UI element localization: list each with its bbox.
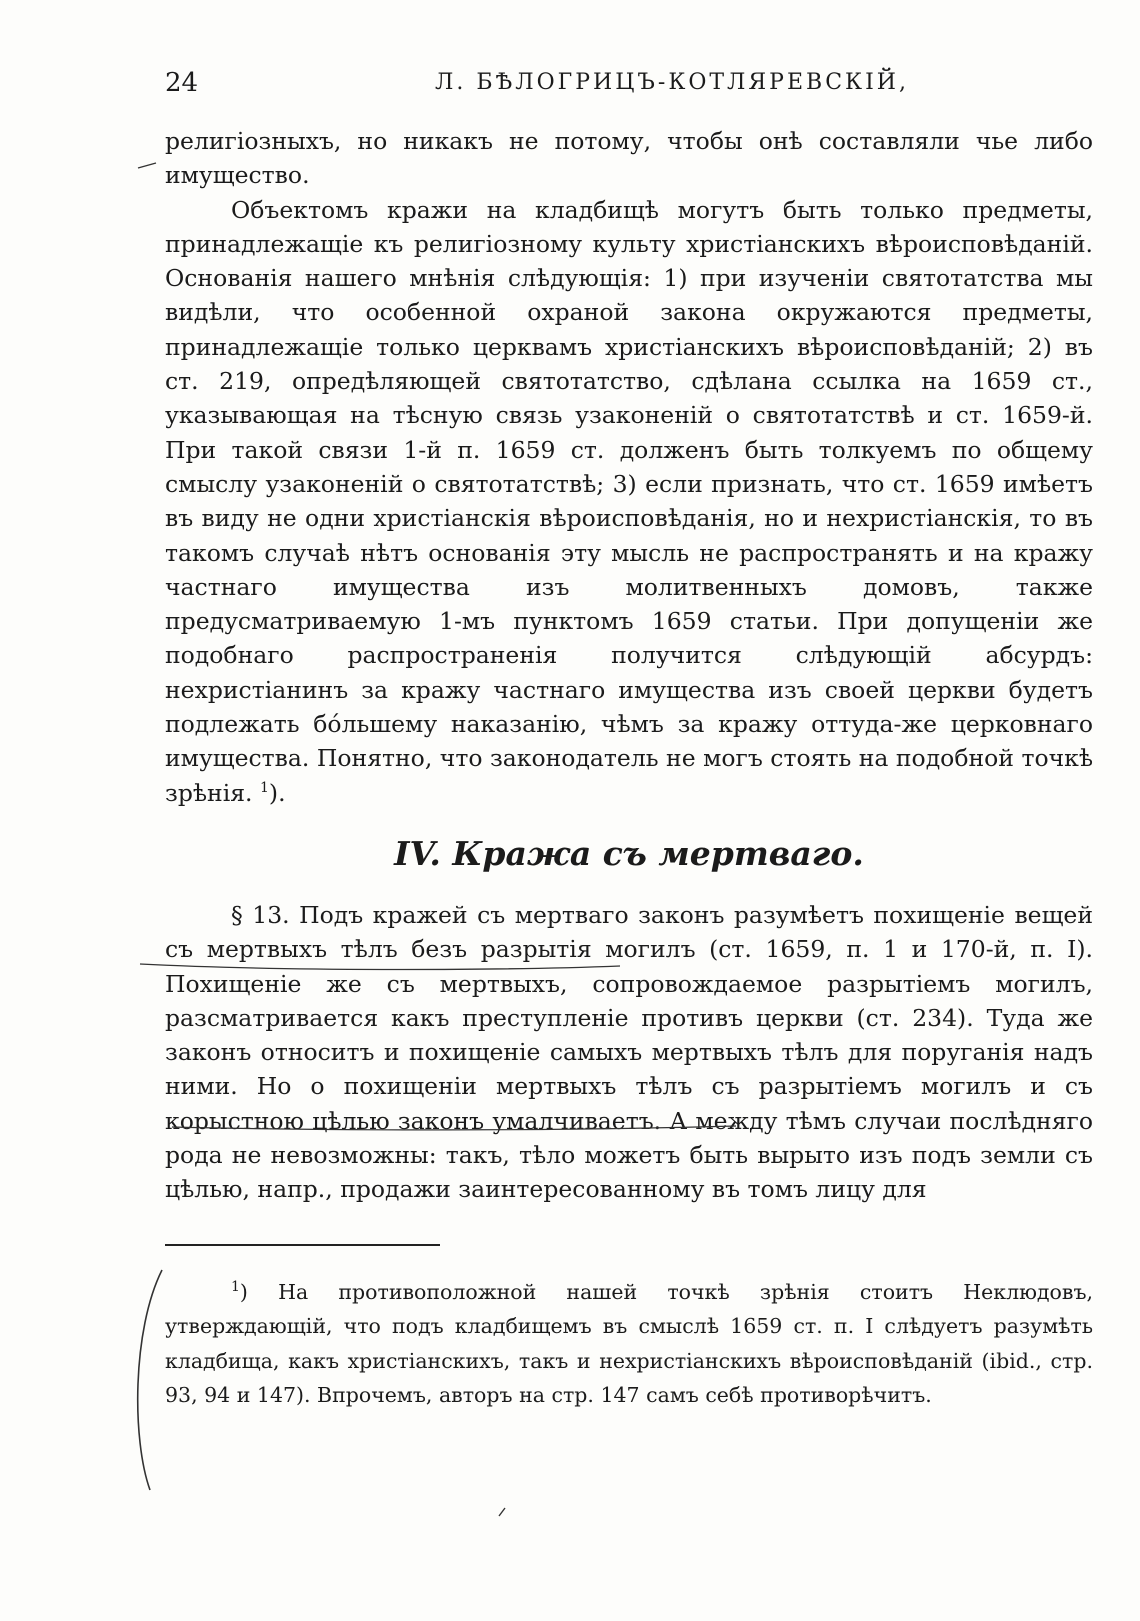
footnote-marker-suffix: ) [239, 1280, 248, 1304]
footnote-text-block [165, 1275, 1093, 1412]
paragraph-cemetery-objects [165, 193, 1093, 810]
footnote-reference[interactable]: 1 [260, 779, 269, 796]
section-heading: IV. Кража съ мертваго. [394, 833, 864, 873]
running-head: Л. БѢЛОГРИЦЪ-КОТЛЯРЕВСКІЙ, [435, 70, 909, 95]
footnote-divider [165, 1244, 440, 1246]
margin-tick-mark [138, 163, 156, 168]
footnote-marker: 1 [231, 1279, 240, 1296]
footnote-text: На противоположной нашей точкѣ зрѣнія стоитъ Неклюдовъ, утверждающій, что подъ кладбищемъ въ смыслѣ 1659 ст. п. I слѣдуетъ разумѣть кладбища, какъ христіанскихъ, такъ и нехристіанскихъ вѣроисповѣданій (ibid., стр. 93, 94 и 147). Впрочемъ, авторъ на стр. 147 самъ себѣ противорѣчитъ. [165, 1280, 1093, 1407]
margin-bracket-mark [138, 1270, 162, 1490]
margin-tick-mark [499, 1508, 505, 1516]
paragraph-cemetery-objects-text: Объектомъ кражи на кладбищѣ могутъ быть только предметы, принадлежащіе къ религіозному культу христіанскихъ вѣроисповѣданій. Основанія нашего мнѣнія слѣдующія: 1) при изученіи святотатства мы видѣли, что особенной охраной закона окружаются предметы, принадлежащіе только церквамъ христіанскихъ вѣроисповѣданій; 2) въ ст. 219, опредѣляющей святотатство, сдѣлана ссылка на 1659 ст., указывающая на тѣсную связь узаконеній о святотатствѣ и ст. 1659-й. При такой связи 1-й п. 1659 ст. долженъ быть толкуемъ по общему смыслу узаконеній о святотатствѣ; 3) если признать, что ст. 1659 имѣетъ въ виду не одни христіанскія вѣроисповѣданія, но и нехристіанскія, то въ такомъ случаѣ нѣтъ основанія эту мысль не распространять и на кражу частнаго имущества изъ молитвенныхъ домовъ, также предусматриваемую 1-мъ пунктомъ 1659 статьи. При допущеніи же подобнаго распространенія получится слѣдующій абсурдъ: нехристіанинъ за кражу частнаго имущества изъ своей церкви будетъ подлежать бо́льшему наказанію, чѣмъ за кражу оттуда-же церковнаго имущества. Понятно, что законодатель не могъ стоять на подобной точкѣ зрѣнія. [165, 195, 1093, 807]
main-text [165, 124, 1093, 1207]
paragraph-continuation: религіозныхъ, но никакъ не потому, чтобы онѣ составляли чье либо имущество. [165, 127, 1093, 190]
footnote [165, 1275, 1093, 1412]
paragraph-section-13: § 13. Подъ кражей съ мертваго законъ разумѣетъ похищеніе вещей съ мертвыхъ тѣлъ безъ разрытія могилъ (ст. 1659, п. 1 и 170-й, п. I). Похищеніе же съ мертвыхъ, сопровождаемое разрытіемъ могилъ, разсматривается какъ преступленіе противъ церкви (ст. 234). Туда же законъ относитъ и похищеніе самыхъ мертвыхъ тѣлъ для поруганія надъ ними. Но о похищеніи мертвыхъ тѣлъ съ разрытіемъ могилъ и съ корыстною цѣлью законъ умалчиваетъ. А между тѣмъ случаи послѣдняго рода не невозможны: такъ, тѣло можетъ быть вырыто изъ подъ земли съ цѣлью, напр., продажи заинтересованному въ томъ лицу для [165, 900, 1093, 1204]
footnote-reference-suffix: ). [268, 778, 286, 807]
page-number: 24 [165, 68, 199, 98]
page-header [165, 68, 1090, 108]
